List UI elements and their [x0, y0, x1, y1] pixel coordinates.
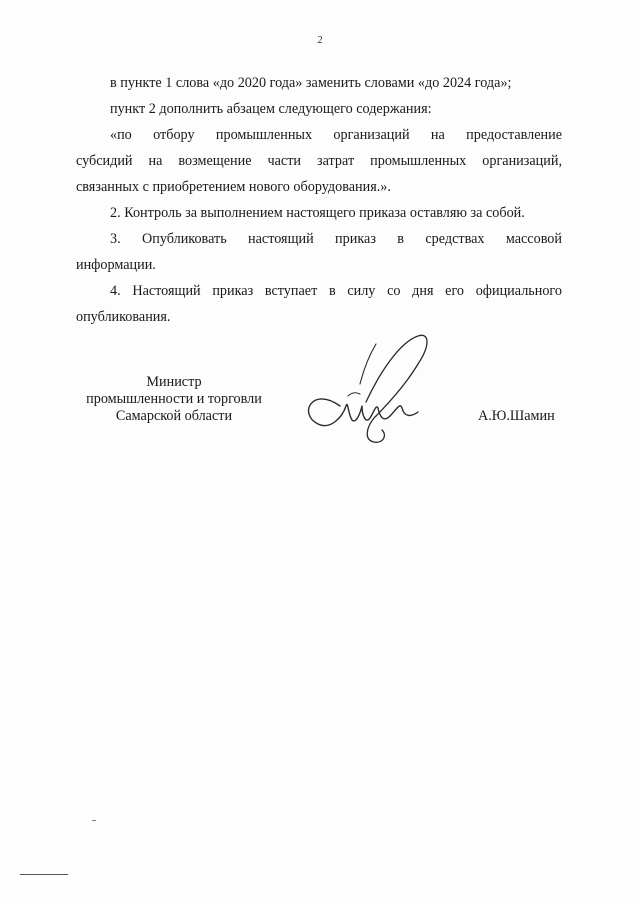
scan-speck [92, 820, 96, 821]
signer-position-line-2: промышленности и торговли [86, 391, 262, 407]
page-number: 2 [317, 34, 323, 46]
paragraph-effective-clause-line-1: 4. Настоящий приказ вступает в силу со дня его официального [110, 283, 562, 299]
paragraph-control-clause: 2. Контроль за выполнением настоящего приказа оставляю за собой. [110, 205, 525, 221]
paragraph-quoted-addition-line-1: «по отбору промышленных организаций на предоставление [110, 127, 562, 143]
signer-name: А.Ю.Шамин [478, 408, 555, 424]
signer-position-line-1: Министр [146, 374, 202, 390]
signer-position [74, 374, 274, 425]
paragraph-amend-item-1: в пункте 1 слова «до 2020 года» заменить словами «до 2024 года»; [110, 75, 512, 91]
order-body [76, 70, 562, 330]
paragraph-effective-clause-line-2: опубликования. [76, 309, 171, 325]
paragraph-publish-clause-line-2: информации. [76, 257, 156, 273]
paragraph-publish-clause-line-1: 3. Опубликовать настоящий приказ в средствах массовой [110, 231, 562, 247]
paragraph-quoted-addition-line-2: субсидий на возмещение части затрат промышленных организаций, [76, 153, 562, 169]
handwritten-signature [290, 332, 440, 462]
footer-rule [20, 874, 68, 875]
signer-position-line-3: Самарской области [115, 408, 233, 424]
paragraph-amend-item-2: пункт 2 дополнить абзацем следующего содержания: [110, 101, 432, 117]
paragraph-quoted-addition-line-3: связанных с приобретением нового оборудования.». [76, 179, 391, 195]
signature-block [0, 372, 640, 472]
